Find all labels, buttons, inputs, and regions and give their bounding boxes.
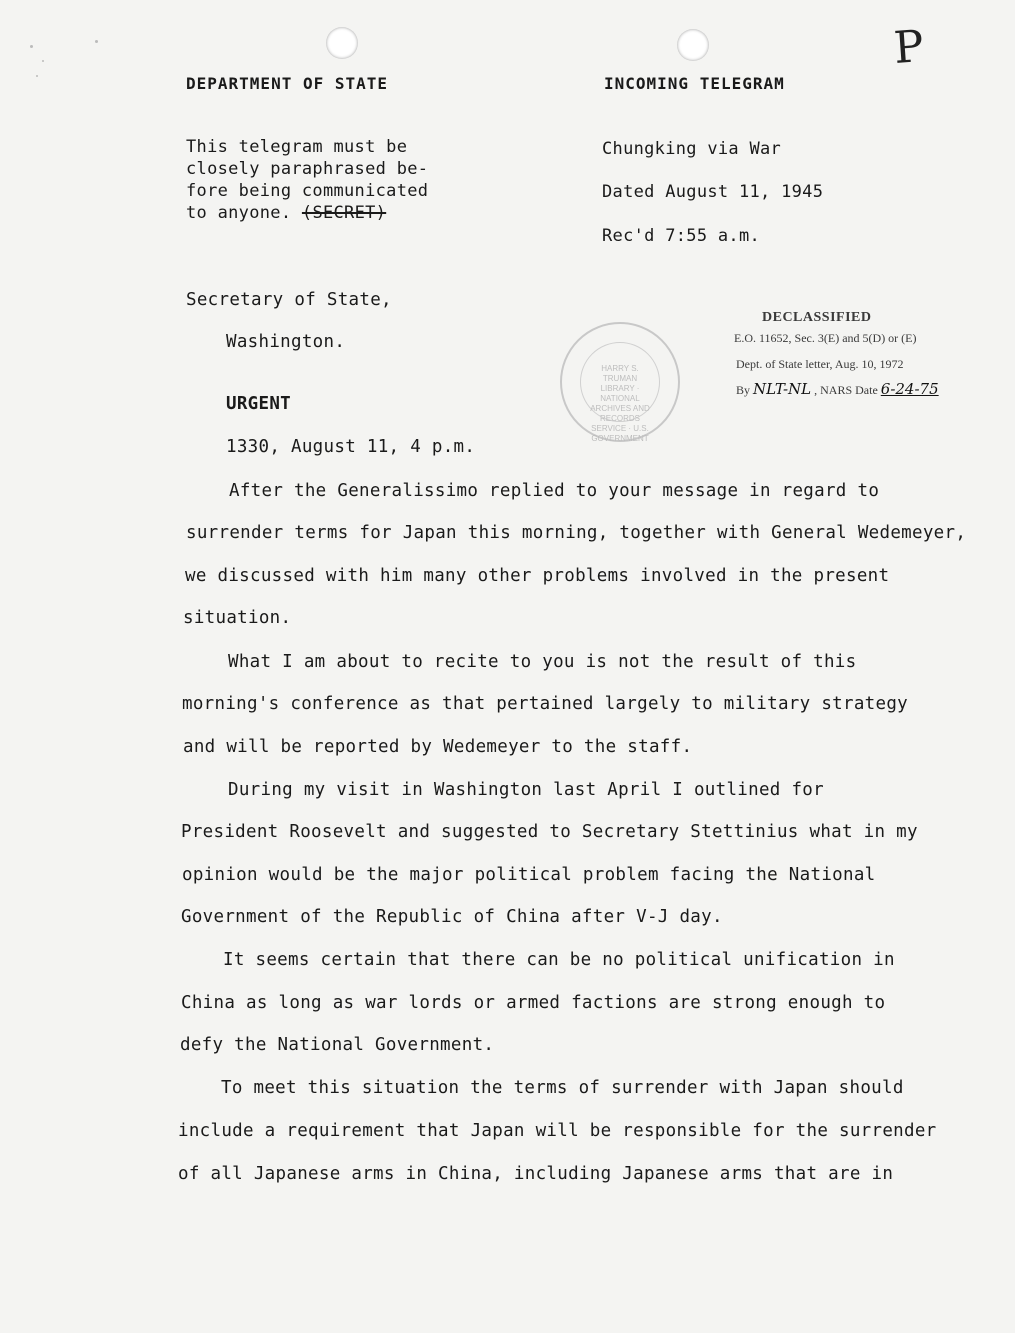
paper-speck (95, 40, 98, 43)
punch-hole-left (326, 27, 358, 59)
notice-line: This telegram must be (186, 137, 408, 157)
notice-line: fore being communicated (186, 181, 429, 201)
notice-text: to anyone. (186, 203, 292, 223)
body-line: What I am about to recite to you is not the result of this (228, 652, 857, 672)
body-line: Government of the Republic of China after V-J day. (181, 907, 723, 927)
declassified-title: DECLASSIFIED (762, 310, 872, 325)
by-initials: NLT-NL (753, 380, 812, 398)
paper-speck (30, 45, 33, 48)
priority-label: URGENT (226, 394, 292, 414)
body-line: President Roosevelt and suggested to Secretary Stettinius what in my (181, 822, 918, 842)
origin-line: Chungking via War (602, 139, 782, 159)
struck-classification: (SECRET) (301, 203, 387, 223)
paper-speck (42, 60, 44, 62)
body-line: of all Japanese arms in China, including Japanese arms that are in (178, 1164, 894, 1184)
handwritten-mark: P (892, 21, 926, 74)
by-label: By (736, 383, 751, 397)
notice-line: closely paraphrased be- (186, 159, 429, 179)
addressee-line1: Secretary of State, (186, 290, 392, 310)
nars-date: 6-24-75 (880, 380, 939, 398)
addressee-line2: Washington. (226, 332, 346, 352)
received-line: Rec'd 7:55 a.m. (602, 226, 761, 246)
department-title: DEPARTMENT OF STATE (186, 74, 389, 93)
body-line: we discussed with him many other problems involved in the present (185, 566, 890, 586)
declassified-line1: E.O. 11652, Sec. 3(E) and 5(D) or (E) (734, 331, 917, 345)
body-line: and will be reported by Wedemeyer to the staff. (183, 737, 693, 757)
message-reference: 1330, August 11, 4 p.m. (226, 437, 476, 457)
declassified-line2: Dept. of State letter, Aug. 10, 1972 (736, 357, 904, 371)
body-line: China as long as war lords or armed factions are strong enough to (181, 993, 886, 1013)
body-line: opinion would be the major political problem facing the National (182, 865, 876, 885)
body-line: It seems certain that there can be no political unification in (223, 950, 895, 970)
body-line: During my visit in Washington last April I outlined for (228, 780, 824, 800)
paper-speck (36, 75, 38, 77)
incoming-telegram-title: INCOMING TELEGRAM (604, 74, 785, 93)
declassified-by-line (736, 380, 939, 398)
body-line: After the Generalissimo replied to your message in regard to (229, 481, 880, 501)
notice-line-last (186, 203, 386, 223)
body-line: include a requirement that Japan will be responsible for the surrender (178, 1121, 937, 1141)
body-line: defy the National Government. (180, 1035, 495, 1055)
body-line: situation. (183, 608, 292, 628)
archive-stamp-text: HARRY S. TRUMAN LIBRARY · NATIONAL ARCHIVES AND RECORDS SERVICE · U.S. GOVERNMENT (590, 364, 650, 443)
body-line: morning's conference as that pertained largely to military strategy (182, 694, 909, 714)
punch-hole-right (677, 29, 709, 61)
body-line: To meet this situation the terms of surrender with Japan should (221, 1078, 904, 1098)
body-line: surrender terms for Japan this morning, together with General Wedemeyer, (186, 523, 967, 543)
dated-line: Dated August 11, 1945 (602, 182, 824, 202)
archive-stamp (560, 322, 680, 442)
nars-label: , NARS Date (814, 383, 878, 397)
